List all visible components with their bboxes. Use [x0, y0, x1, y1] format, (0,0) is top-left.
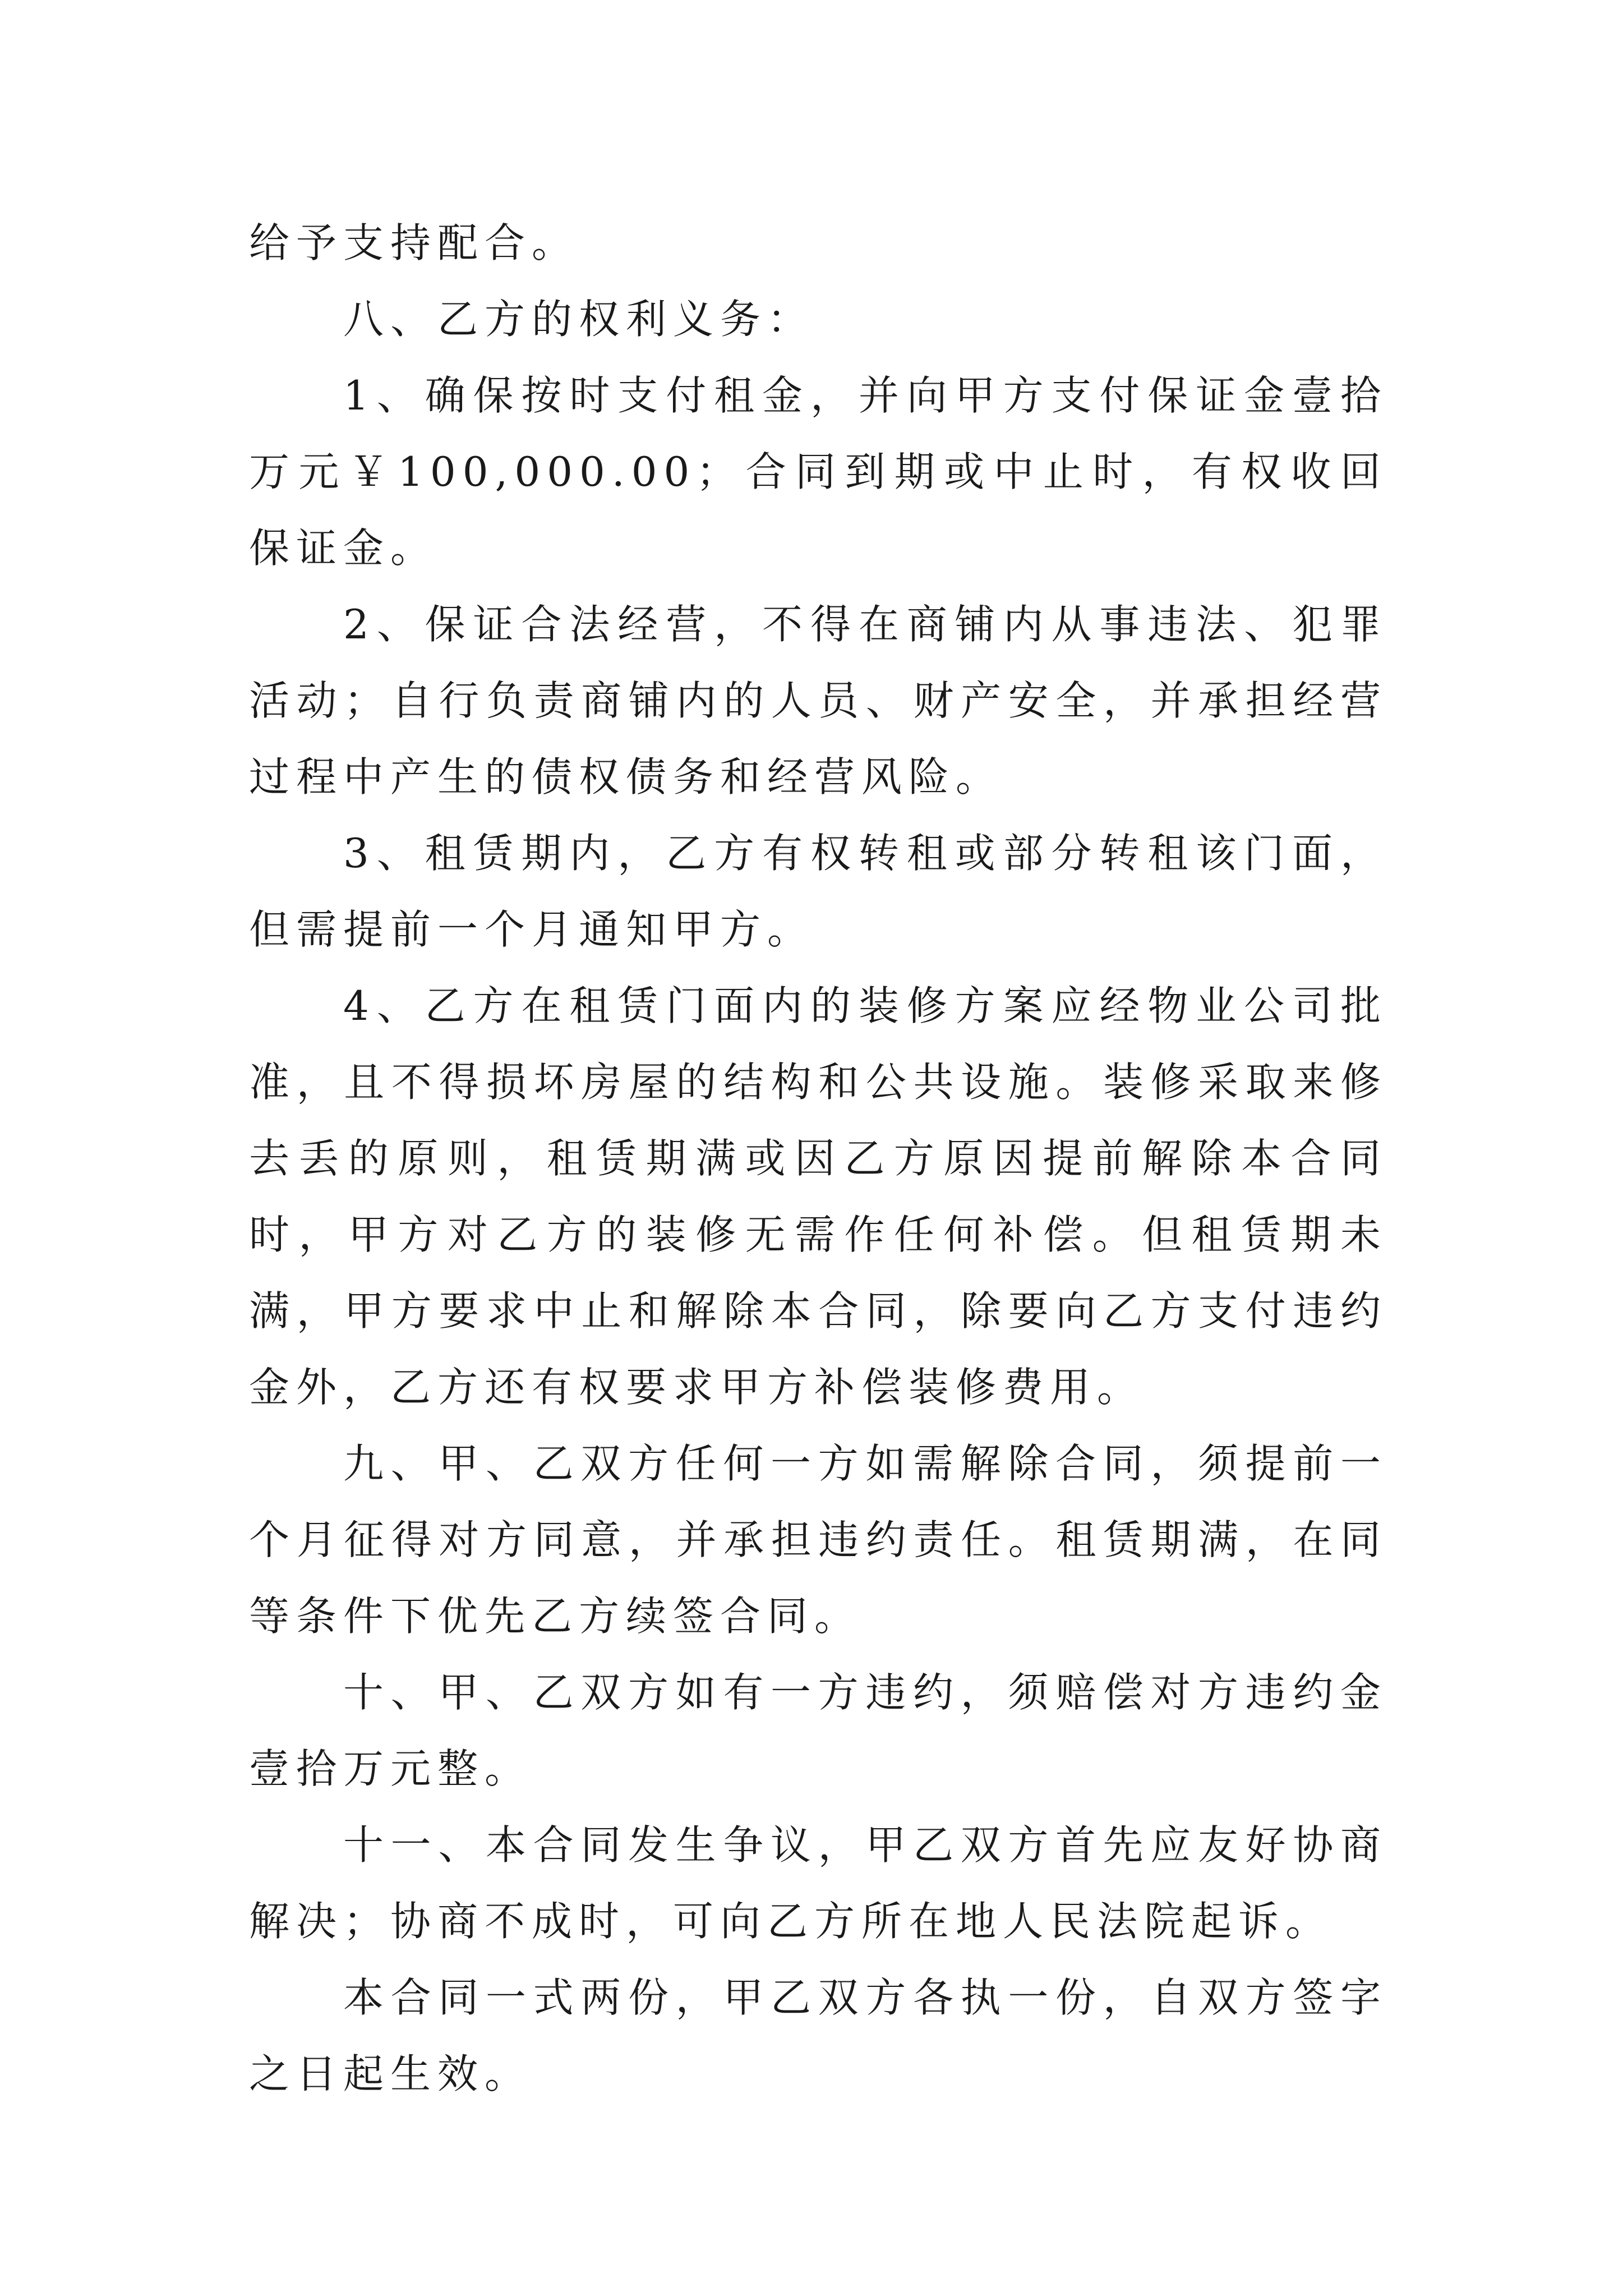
- clause-9: 九、甲、乙双方任何一方如需解除合同，须提前一个月征得对方同意，并承担违约责任。租赁期满，在同等条件下优先乙方续签合同。: [249, 1440, 1387, 1640]
- contract-body: [249, 205, 1387, 2112]
- clause-11: 十一、本合同发生争议，甲乙双方首先应友好协商解决；协商不成时，可向乙方所在地人民法院起诉。: [249, 1821, 1387, 1945]
- clause-8-item-2: 2、保证合法经营，不得在商铺内从事违法、犯罪活动；自行负责商铺内的人员、财产安全，并承担经营过程中产生的债权债务和经营风险。: [249, 601, 1387, 800]
- clause-8-item-4: 4、乙方在租赁门面内的装修方案应经物业公司批准，且不得损坏房屋的结构和公共设施。装修采取来修去丢的原则，租赁期满或因乙方原因提前解除本合同时，甲方对乙方的装修无需作任何补偿。但租赁期未满，甲方要求中止和解除本合同，除要向乙方支付违约金外，乙方还有权要求甲方补偿装修费用。: [249, 982, 1387, 1411]
- clause-10: 十、甲、乙双方如有一方违约，须赔偿对方违约金壹拾万元整。: [249, 1669, 1387, 1792]
- paragraph-continuation: 给予支持配合。: [249, 219, 579, 266]
- clause-8-item-1: 1、确保按时支付租金，并向甲方支付保证金壹拾万元￥100,000.00；合同到期或中止时，有权收回保证金。: [249, 372, 1387, 572]
- clause-8-heading: 八、乙方的权利义务：: [343, 296, 815, 343]
- clause-8-item-3: 3、租赁期内，乙方有权转租或部分转租该门面，但需提前一个月通知甲方。: [249, 830, 1387, 953]
- closing-paragraph: 本合同一式两份，甲乙双方各执一份，自双方签字之日起生效。: [249, 1974, 1387, 2097]
